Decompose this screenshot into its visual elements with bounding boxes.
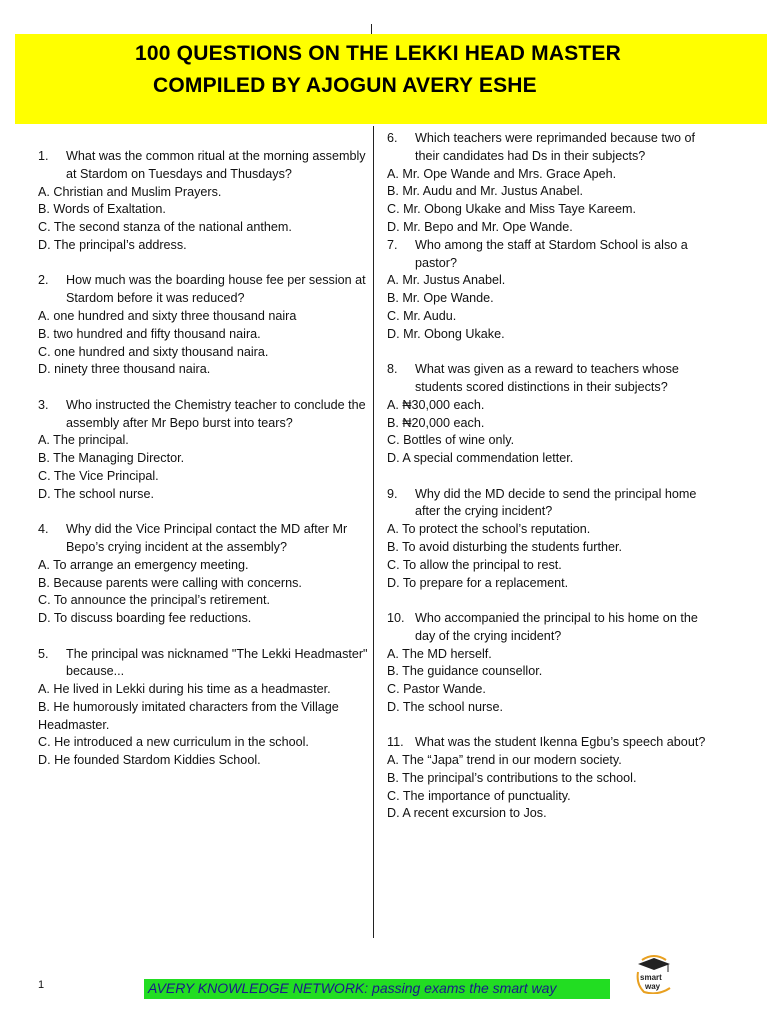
question-text: Who instructed the Chemistry teacher to conclude the assembly after Mr Bepo burst into tears? <box>66 397 366 430</box>
right-question-column <box>387 130 717 841</box>
option-c: C. one hundred and sixty thousand naira. <box>38 344 269 359</box>
option-b: B. Words of Exaltation. <box>38 202 166 217</box>
option-d: D. To prepare for a replacement. <box>387 575 569 590</box>
page-number: 1 <box>38 979 45 991</box>
page-title-line-2: COMPILED BY AJOGUN AVERY ESHE <box>153 74 537 97</box>
logo-text-way: way <box>645 982 661 991</box>
question-text: What was the student Ikenna Egbu’s speech about? <box>415 735 706 750</box>
smart-way-logo-icon <box>632 950 676 994</box>
option-d: D. He founded Stardom Kiddies School. <box>38 753 261 768</box>
option-a: A. Christian and Muslim Prayers. <box>38 184 222 199</box>
option-c: C. To announce the principal’s retirement. <box>38 593 270 608</box>
question-4 <box>38 521 368 628</box>
option-a: A. Mr. Justus Anabel. <box>387 273 506 288</box>
question-text: The principal was nicknamed "The Lekki Headmaster" because... <box>66 646 368 679</box>
question-number: 5. <box>38 646 49 661</box>
question-1 <box>38 148 368 255</box>
option-b: B. The principal’s contributions to the school. <box>387 770 637 785</box>
option-b: B. ₦20,000 each. <box>387 415 485 430</box>
option-d: D. A special commendation letter. <box>387 451 574 466</box>
question-number: 11. <box>387 735 404 750</box>
footer-tagline: AVERY KNOWLEDGE NETWORK: passing exams the smart way <box>148 980 557 996</box>
option-d: D. The school nurse. <box>387 699 503 714</box>
question-9 <box>387 486 717 593</box>
option-a: A. To protect the school’s reputation. <box>387 522 591 537</box>
question-11 <box>387 734 717 823</box>
option-b: B. He humorously imitated characters from the Village Headmaster. <box>38 699 339 732</box>
option-c: C. To allow the principal to rest. <box>387 557 562 572</box>
question-6 <box>387 130 717 237</box>
question-number: 3. <box>38 397 49 412</box>
question-number: 8. <box>387 362 398 377</box>
question-text: Who among the staff at Stardom School is also a pastor? <box>415 237 688 270</box>
question-7 <box>387 237 717 344</box>
option-d: D. ninety three thousand naira. <box>38 362 211 377</box>
top-tick-mark <box>371 24 372 34</box>
question-text: Who accompanied the principal to his home on the day of the crying incident? <box>415 610 698 643</box>
option-d: D. Mr. Obong Ukake. <box>387 326 505 341</box>
option-c: C. The importance of punctuality. <box>387 788 571 803</box>
question-number: 7. <box>387 237 398 252</box>
question-2 <box>38 272 368 379</box>
option-a: A. To arrange an emergency meeting. <box>38 557 249 572</box>
question-number: 1. <box>38 149 49 163</box>
question-3 <box>38 397 368 504</box>
question-number: 9. <box>387 486 398 501</box>
option-b: B. Mr. Audu and Mr. Justus Anabel. <box>387 184 584 199</box>
question-8 <box>387 361 717 468</box>
option-d: D. The principal’s address. <box>38 237 187 252</box>
question-text: What was the common ritual at the morning assembly at Stardom on Tuesdays and Thusdays? <box>66 149 366 181</box>
page-title-line-1: 100 QUESTIONS ON THE LEKKI HEAD MASTER <box>135 42 621 65</box>
option-c: C. Mr. Obong Ukake and Miss Taye Kareem. <box>387 202 636 217</box>
option-b: B. To avoid disturbing the students further. <box>387 539 622 554</box>
option-b: B. The guidance counsellor. <box>387 664 543 679</box>
option-a: A. Mr. Ope Wande and Mrs. Grace Apeh. <box>387 166 617 181</box>
option-c: C. Mr. Audu. <box>387 308 457 323</box>
option-c: C. The second stanza of the national anthem. <box>38 220 292 235</box>
column-divider <box>373 126 374 938</box>
option-a: A. The “Japa” trend in our modern society. <box>387 753 622 768</box>
option-a: A. ₦30,000 each. <box>387 397 485 412</box>
question-number: 4. <box>38 522 49 537</box>
option-c: C. The Vice Principal. <box>38 468 159 483</box>
option-b: B. Because parents were calling with concerns. <box>38 575 302 590</box>
option-d: D. Mr. Bepo and Mr. Ope Wande. <box>387 219 573 234</box>
question-number: 10. <box>387 610 405 625</box>
option-c: C. Pastor Wande. <box>387 682 486 697</box>
option-b: B. The Managing Director. <box>38 451 185 466</box>
question-10 <box>387 610 717 717</box>
question-number: 2. <box>38 273 49 288</box>
question-number: 6. <box>387 131 398 145</box>
left-question-column <box>38 148 368 788</box>
question-text: Which teachers were reprimanded because two of their candidates had Ds in their subjects? <box>415 131 696 163</box>
question-text: Why did the Vice Principal contact the MD after Mr Bepo’s crying incident at the assembly? <box>66 522 348 554</box>
question-text: How much was the boarding house fee per session at Stardom before it was reduced? <box>66 273 366 306</box>
option-a: A. The MD herself. <box>387 646 492 661</box>
option-d: D. A recent excursion to Jos. <box>387 806 547 821</box>
option-a: A. The principal. <box>38 433 129 448</box>
option-a: A. one hundred and sixty three thousand naira <box>38 308 297 323</box>
logo-text-smart: smart <box>640 973 662 982</box>
option-b: B. two hundred and fifty thousand naira. <box>38 326 261 341</box>
question-5 <box>38 646 368 771</box>
question-text: What was given as a reward to teachers whose students scored distinctions in their subjects? <box>415 362 679 394</box>
option-c: C. He introduced a new curriculum in the school. <box>38 735 309 750</box>
question-text: Why did the MD decide to send the principal home after the crying incident? <box>415 486 697 519</box>
option-d: D. The school nurse. <box>38 486 154 501</box>
option-b: B. Mr. Ope Wande. <box>387 291 494 306</box>
option-d: D. To discuss boarding fee reductions. <box>38 611 252 626</box>
option-a: A. He lived in Lekki during his time as a headmaster. <box>38 682 331 697</box>
option-c: C. Bottles of wine only. <box>387 433 515 448</box>
